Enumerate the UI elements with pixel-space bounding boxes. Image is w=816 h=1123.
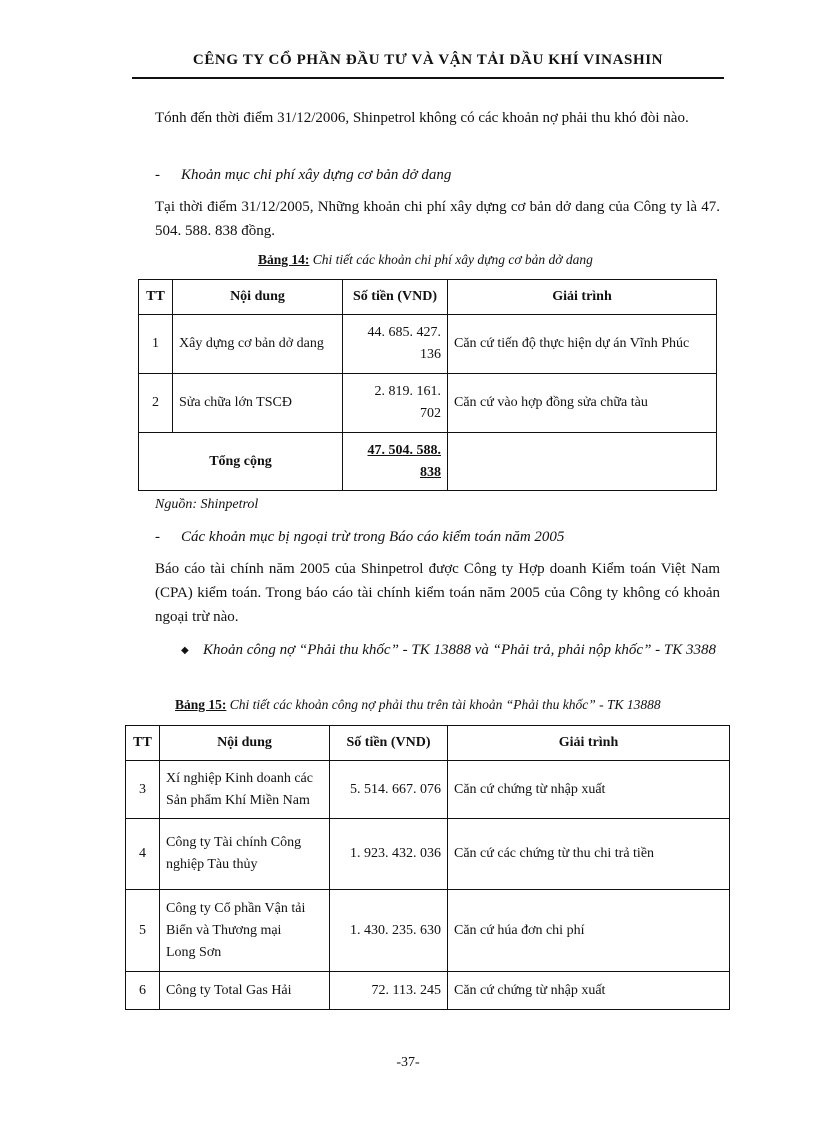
content-line: Công ty Tài chính Công <box>166 835 302 850</box>
table15-header-content: Nội dung <box>160 726 330 761</box>
row-content: Sửa chữa lớn TSCĐ <box>173 374 343 433</box>
page-header-title: CÊNG TY CỔ PHẦN ĐẦU TƯ VÀ VẬN TẢI DẦU KHÍ VINASHIN <box>192 52 664 68</box>
table15-caption <box>175 697 661 713</box>
content-line: Long Sơn <box>166 944 222 960</box>
row-note: Căn cứ vào hợp đồng sửa chữa tàu <box>448 374 717 433</box>
total-line-2: 838 <box>420 464 441 480</box>
table15-caption-text: Chi tiết các khoản công nợ phải thu trên tài khoản “Phải thu khốc” - TK 13888 <box>226 697 661 712</box>
content-line: Công ty Cổ phần Vận tải <box>166 900 306 916</box>
row-tt: 2 <box>139 374 173 433</box>
table-row <box>139 315 717 374</box>
table14-caption <box>258 252 593 268</box>
paragraph-audit: Báo cáo tài chính năm 2005 của Shinpetrol được Công ty Hợp doanh Kiểm toán Việt Nam (CPA) kiểm toán. Trong báo cáo tài chính kiểm toán năm 2005 của Công ty không có khoản ngoại trừ nào. <box>155 561 720 625</box>
paragraph-bad-debts: Tónh đến thời điểm 31/12/2006, Shinpetrol không có các khoản nợ phải thu khó đòi nào. <box>155 110 689 126</box>
heading-construction-in-progress <box>155 163 720 187</box>
table-row <box>139 374 717 433</box>
table14-caption-label: Bảng 14: <box>258 252 310 267</box>
table14-caption-text: Chi tiết các khoản chi phí xây dựng cơ bản dở dang <box>309 252 593 267</box>
total-amount <box>343 433 448 491</box>
row-content <box>160 761 330 819</box>
table-row <box>126 761 730 819</box>
row-note: Căn cứ húa đơn chi phí <box>448 890 730 972</box>
heading-dash: - <box>155 529 160 545</box>
heading-text: Khoản mục chi phí xây dựng cơ bản dở dang <box>181 167 452 183</box>
total-label: Tổng cộng <box>139 433 343 491</box>
row-content <box>160 972 330 1010</box>
content-line: Biển và Thương mại <box>166 922 282 938</box>
heading-receivables: Khoản công nợ “Phải thu khốc” - TK 13888 và “Phải trả, phải nộp khốc” - TK 3388 <box>203 642 717 658</box>
table15-header-row <box>126 726 730 761</box>
row-note: Căn cứ chứng từ nhập xuất <box>448 972 730 1010</box>
table15-caption-label: Bảng 15: <box>175 697 227 712</box>
table15-header-note: Giải trình <box>448 726 730 761</box>
row-tt: 3 <box>126 761 160 819</box>
row-amount: 1. 923. 432. 036 <box>330 819 448 890</box>
content-line: nghiệp Tàu thủy <box>166 857 258 872</box>
table15-header-amount: Số tiền (VND) <box>330 726 448 761</box>
heading-audit-exceptions <box>155 525 720 549</box>
row-note: Căn cứ các chứng từ thu chi trả tiền <box>448 819 730 890</box>
total-note-empty <box>448 433 717 491</box>
row-amount <box>343 315 448 374</box>
amount-line-1: 44. 685. 427. <box>367 325 441 340</box>
content-line: Xí nghiệp Kinh doanh các <box>166 770 313 786</box>
table-row <box>126 972 730 1010</box>
amount-line-1: 2. 819. 161. <box>374 384 441 399</box>
row-amount: 72. 113. 245 <box>330 972 448 1010</box>
total-line-1: 47. 504. 588. <box>367 442 441 458</box>
table-row <box>126 890 730 972</box>
row-note: Căn cứ chứng từ nhập xuất <box>448 761 730 819</box>
amount-line-2: 136 <box>420 347 441 362</box>
row-amount: 5. 514. 667. 076 <box>330 761 448 819</box>
content-line: Sản phẩm Khí Miền Nam <box>166 792 310 808</box>
source-note: Nguồn: Shinpetrol <box>155 497 259 512</box>
table14-header-amount: Số tiền (VND) <box>343 280 448 315</box>
paragraph-construction-cost: Tại thời điểm 31/12/2005, Những khoản chi phí xây dựng cơ bản dở dang của Công ty là 47. 504. 588. 838 đồng. <box>155 199 720 239</box>
row-tt: 4 <box>126 819 160 890</box>
table14-header-note: Giải trình <box>448 280 717 315</box>
table14-total-row <box>139 433 717 491</box>
row-content: Xây dựng cơ bản dở dang <box>173 315 343 374</box>
amount-line-2: 702 <box>420 406 441 421</box>
row-tt: 1 <box>139 315 173 374</box>
table-row <box>126 819 730 890</box>
table14-header-row <box>139 280 717 315</box>
row-note: Căn cứ tiến độ thực hiện dự án Vĩnh Phúc <box>448 315 717 374</box>
table14-header-content: Nội dung <box>173 280 343 315</box>
row-amount <box>343 374 448 433</box>
heading-text: Các khoản mục bị ngoại trừ trong Báo cáo kiểm toán năm 2005 <box>181 529 565 545</box>
page-number: -37- <box>396 1055 420 1070</box>
table15-header-tt: TT <box>126 726 160 761</box>
table14 <box>138 279 717 491</box>
row-tt: 6 <box>126 972 160 1010</box>
content-line: Công ty Total Gas Hải <box>166 982 292 998</box>
row-amount: 1. 430. 235. 630 <box>330 890 448 972</box>
table14-header-tt: TT <box>139 280 173 315</box>
header-rule <box>132 77 724 79</box>
row-tt: 5 <box>126 890 160 972</box>
heading-dash: - <box>155 167 160 183</box>
diamond-bullet-icon: ◆ <box>181 645 189 656</box>
row-content <box>160 819 330 890</box>
row-content <box>160 890 330 972</box>
table15 <box>125 725 730 1010</box>
